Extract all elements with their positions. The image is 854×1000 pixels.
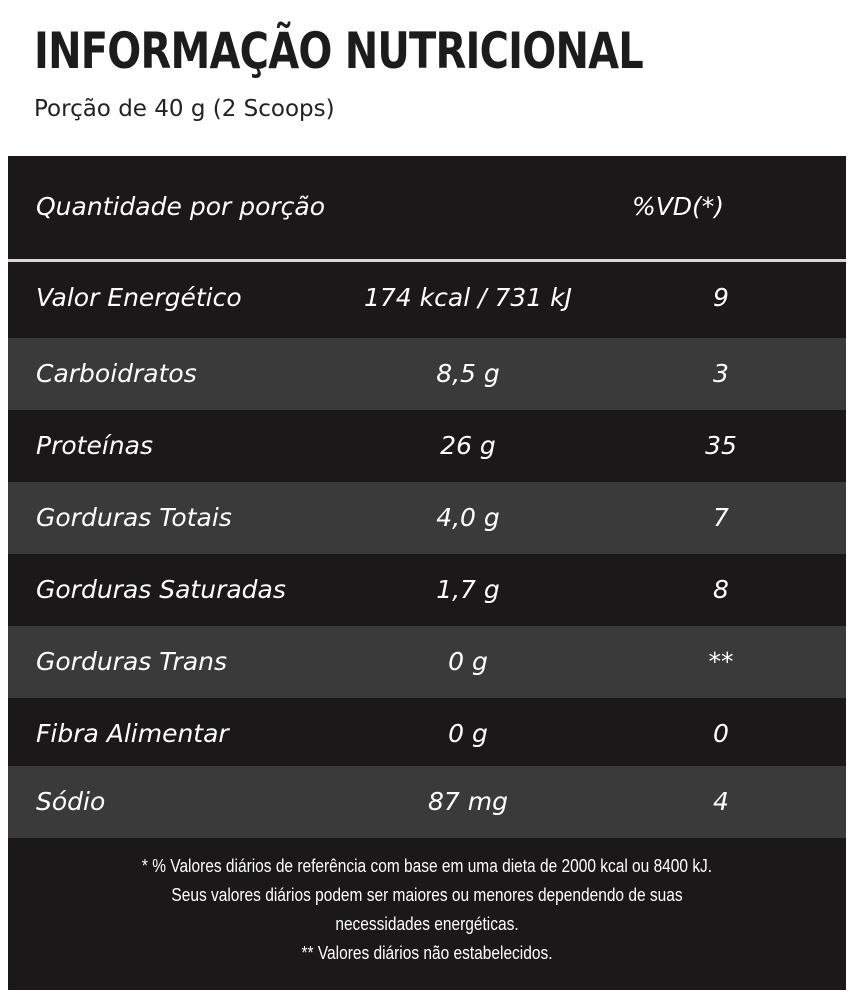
nutrient-vd: **: [708, 647, 734, 676]
nutrient-vd: 8: [713, 575, 729, 604]
nutrition-table: [8, 156, 846, 990]
nutrient-vd: 7: [713, 503, 729, 532]
nutrient-vd: 4: [713, 787, 729, 816]
nutrient-name: Sódio: [36, 787, 106, 816]
table-row: [8, 410, 846, 482]
nutrient-name: Gorduras Totais: [36, 503, 232, 532]
table-row: [8, 626, 846, 698]
table-row: [8, 698, 846, 770]
serving-size: Porção de 40 g (2 Scoops): [34, 96, 335, 122]
footnote: [8, 852, 846, 968]
nutrient-name: Fibra Alimentar: [36, 719, 229, 748]
nutrient-name: Carboidratos: [36, 359, 197, 388]
footnote-line: * % Valores diários de referência com base em uma dieta de 2000 kcal ou 8400 kJ.: [141, 856, 713, 876]
nutrient-quantity: 0 g: [448, 647, 488, 676]
table-row: [8, 338, 846, 410]
nutrient-quantity: 26 g: [440, 431, 496, 460]
table-row: [8, 554, 846, 626]
footnote-line: ** Valores diários não estabelecidos.: [301, 943, 553, 963]
column-header-quantity: Quantidade por porção: [36, 192, 326, 221]
nutrient-name: Gorduras Trans: [36, 647, 228, 676]
nutrient-quantity: 0 g: [448, 719, 488, 748]
nutrient-quantity: 1,7 g: [436, 575, 500, 604]
table-header: [8, 156, 846, 262]
table-row: [8, 262, 846, 334]
nutrient-quantity: 87 mg: [428, 787, 508, 816]
nutrient-vd: 3: [713, 359, 729, 388]
nutrient-vd: 35: [705, 431, 737, 460]
nutrient-name: Valor Energético: [36, 283, 242, 312]
nutrient-name: Gorduras Saturadas: [36, 575, 286, 604]
nutrient-vd: 0: [713, 719, 729, 748]
nutrient-quantity: 4,0 g: [436, 503, 500, 532]
nutrient-name: Proteínas: [36, 431, 153, 460]
footnote-line: Seus valores diários podem ser maiores ou menores dependendo de suas: [171, 885, 683, 905]
column-header-vd: %VD(*): [631, 192, 725, 221]
nutrient-quantity: 8,5 g: [436, 359, 500, 388]
page-title: INFORMAÇÃO NUTRICIONAL: [34, 22, 643, 80]
nutrient-quantity: 174 kcal / 731 kJ: [364, 283, 572, 312]
table-row: [8, 766, 846, 838]
nutrient-vd: 9: [713, 283, 729, 312]
footnote-line: necessidades energéticas.: [335, 914, 519, 934]
table-row: [8, 482, 846, 554]
